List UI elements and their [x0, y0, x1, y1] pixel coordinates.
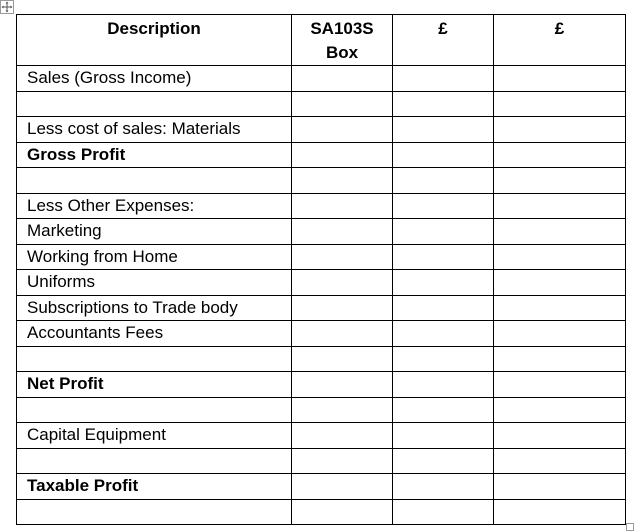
amount-cell-1[interactable]: [393, 397, 494, 423]
table-row: [17, 423, 626, 449]
amount-cell-2[interactable]: [494, 244, 626, 270]
table-row: [17, 168, 626, 194]
amount-cell-1[interactable]: [393, 346, 494, 372]
description-cell[interactable]: [17, 168, 292, 194]
amount-cell-1[interactable]: [393, 372, 494, 398]
amount-cell-2[interactable]: [494, 423, 626, 449]
table-row: [17, 321, 626, 347]
amount-cell-1[interactable]: [393, 321, 494, 347]
header-box-line2: Box: [325, 43, 359, 62]
table-row: [17, 219, 626, 245]
description-cell[interactable]: [17, 91, 292, 117]
amount-cell-1[interactable]: [393, 244, 494, 270]
amount-cell-1[interactable]: [393, 219, 494, 245]
description-cell[interactable]: Subscriptions to Trade body: [17, 295, 292, 321]
amount-cell-2[interactable]: [494, 474, 626, 500]
description-cell[interactable]: Less Other Expenses:: [17, 193, 292, 219]
header-amount-2[interactable]: [494, 15, 626, 66]
amount-cell-1[interactable]: [393, 142, 494, 168]
header-description[interactable]: [17, 15, 292, 66]
amount-cell-2[interactable]: [494, 270, 626, 296]
box-cell[interactable]: [292, 117, 393, 143]
table-row: [17, 270, 626, 296]
table-row: [17, 295, 626, 321]
box-cell[interactable]: [292, 423, 393, 449]
description-cell[interactable]: Less cost of sales: Materials: [17, 117, 292, 143]
profit-loss-table: [16, 14, 626, 525]
description-cell[interactable]: [17, 499, 292, 525]
description-cell[interactable]: Working from Home: [17, 244, 292, 270]
table-header: [17, 15, 626, 66]
amount-cell-1[interactable]: [393, 499, 494, 525]
header-amount-1[interactable]: [393, 15, 494, 66]
table-row: [17, 474, 626, 500]
header-row: [17, 15, 626, 66]
table-row: [17, 193, 626, 219]
description-cell[interactable]: [17, 448, 292, 474]
description-cell[interactable]: [17, 346, 292, 372]
box-cell[interactable]: [292, 193, 393, 219]
table-row: [17, 448, 626, 474]
amount-cell-2[interactable]: [494, 219, 626, 245]
box-cell[interactable]: [292, 168, 393, 194]
amount-cell-2[interactable]: [494, 448, 626, 474]
box-cell[interactable]: [292, 321, 393, 347]
box-cell[interactable]: [292, 295, 393, 321]
amount-cell-1[interactable]: [393, 193, 494, 219]
amount-cell-1[interactable]: [393, 117, 494, 143]
table-move-handle-icon[interactable]: [0, 0, 14, 14]
amount-cell-1[interactable]: [393, 423, 494, 449]
amount-cell-2[interactable]: [494, 168, 626, 194]
description-cell[interactable]: [17, 397, 292, 423]
box-cell[interactable]: [292, 219, 393, 245]
box-cell[interactable]: [292, 474, 393, 500]
description-cell[interactable]: Accountants Fees: [17, 321, 292, 347]
box-cell[interactable]: [292, 91, 393, 117]
amount-cell-2[interactable]: [494, 397, 626, 423]
amount-cell-2[interactable]: [494, 346, 626, 372]
header-description-label: Description: [107, 19, 201, 38]
table-row: [17, 346, 626, 372]
description-cell[interactable]: Taxable Profit: [17, 474, 292, 500]
description-cell[interactable]: Uniforms: [17, 270, 292, 296]
description-cell[interactable]: Marketing: [17, 219, 292, 245]
amount-cell-2[interactable]: [494, 321, 626, 347]
amount-cell-2[interactable]: [494, 193, 626, 219]
header-pound-sign-1: £: [438, 19, 448, 38]
description-cell[interactable]: Net Profit: [17, 372, 292, 398]
box-cell[interactable]: [292, 346, 393, 372]
amount-cell-1[interactable]: [393, 448, 494, 474]
amount-cell-1[interactable]: [393, 66, 494, 92]
table-row: [17, 142, 626, 168]
box-cell[interactable]: [292, 499, 393, 525]
description-cell[interactable]: Capital Equipment: [17, 423, 292, 449]
box-cell[interactable]: [292, 397, 393, 423]
amount-cell-1[interactable]: [393, 270, 494, 296]
table-row: [17, 372, 626, 398]
amount-cell-1[interactable]: [393, 91, 494, 117]
table-row: [17, 244, 626, 270]
amount-cell-2[interactable]: [494, 117, 626, 143]
description-cell[interactable]: Gross Profit: [17, 142, 292, 168]
box-cell[interactable]: [292, 372, 393, 398]
box-cell[interactable]: [292, 66, 393, 92]
table-row: [17, 397, 626, 423]
header-box-line1: SA103S: [310, 19, 374, 38]
amount-cell-2[interactable]: [494, 142, 626, 168]
table-row: [17, 499, 626, 525]
amount-cell-2[interactable]: [494, 372, 626, 398]
amount-cell-1[interactable]: [393, 295, 494, 321]
amount-cell-1[interactable]: [393, 474, 494, 500]
header-pound-sign-2: £: [554, 19, 565, 38]
table-resize-handle[interactable]: [626, 523, 634, 531]
amount-cell-1[interactable]: [393, 168, 494, 194]
box-cell[interactable]: [292, 270, 393, 296]
amount-cell-2[interactable]: [494, 66, 626, 92]
header-sa103s-box[interactable]: [292, 15, 393, 66]
box-cell[interactable]: [292, 448, 393, 474]
amount-cell-2[interactable]: [494, 295, 626, 321]
table-row: [17, 91, 626, 117]
table-row: [17, 117, 626, 143]
description-cell[interactable]: Sales (Gross Income): [17, 66, 292, 92]
amount-cell-2[interactable]: [494, 499, 626, 525]
table-row: [17, 66, 626, 92]
box-cell[interactable]: [292, 142, 393, 168]
box-cell[interactable]: [292, 244, 393, 270]
table-body: [17, 66, 626, 525]
amount-cell-2[interactable]: [494, 91, 626, 117]
